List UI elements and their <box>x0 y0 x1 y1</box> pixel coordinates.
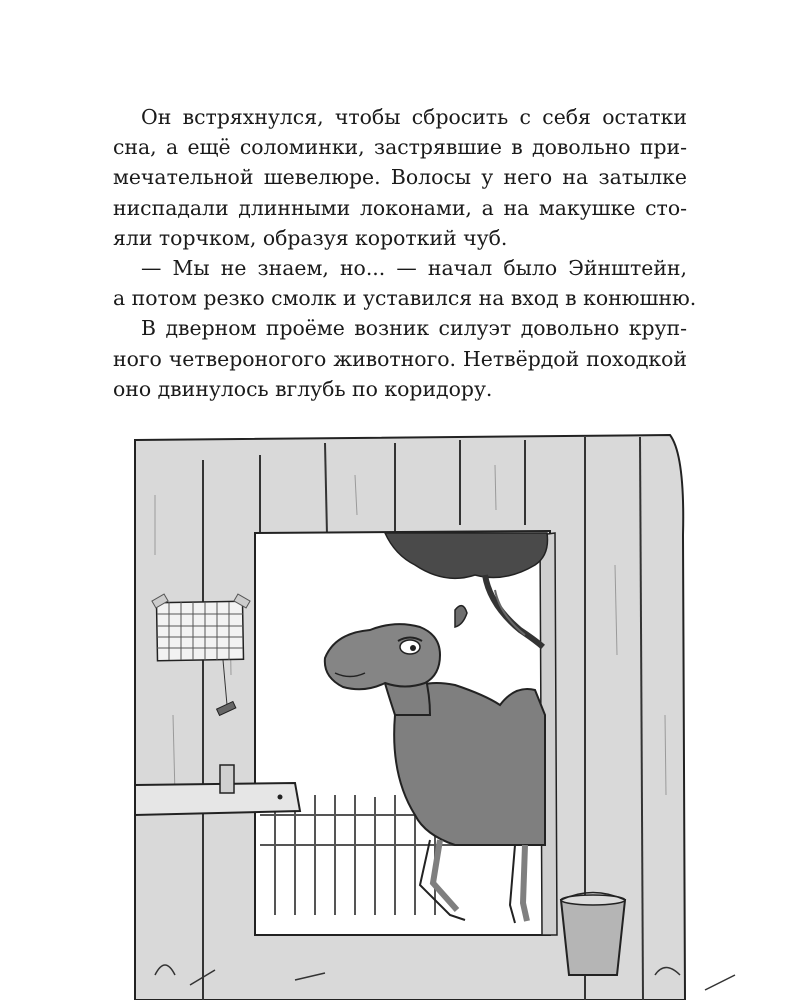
text-line: — Мы не знаем, но... — начал было Эйнштейн, <box>141 256 687 281</box>
text-line: ниспадали длинными локонами, а на макушке сто- <box>113 195 687 220</box>
text-line: В дверном проёме возник силуэт довольно круп- <box>141 316 687 341</box>
barn-doorway-illustration <box>95 415 755 1000</box>
bucket <box>561 893 625 976</box>
text-line: оно двинулось вглубь по коридору. <box>113 376 493 401</box>
text-line: ного четвероногого животного. Нетвёрдой походкой <box>113 346 687 371</box>
text-line: Он встряхнулся, чтобы сбросить с себя остатки <box>141 105 687 129</box>
text-line: сна, а ещё соломинки, застрявшие в довольно при- <box>113 135 687 160</box>
body-text <box>113 102 697 404</box>
text-line: яли торчком, образуя короткий чуб. <box>113 225 508 250</box>
text-line: мечательной шевелюре. Волосы у него на затылке <box>113 165 687 190</box>
text-line: а потом резко смолк и уставился на вход в конюшню. <box>113 286 697 311</box>
calendar <box>152 594 250 661</box>
